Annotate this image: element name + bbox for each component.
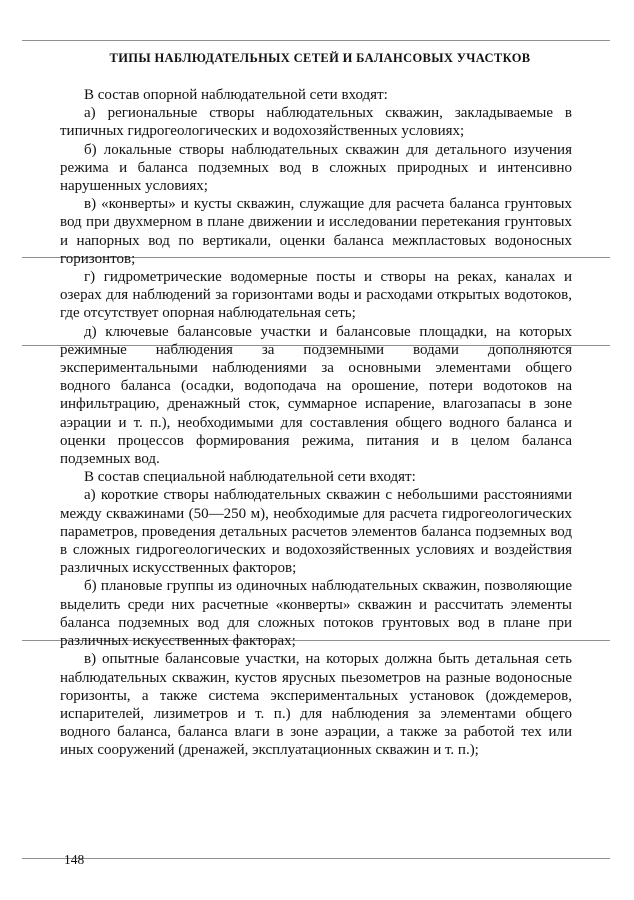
paragraph-intro-basic: В состав опорной наблюдательной сети входят: [84, 87, 388, 103]
page-heading: ТИПЫ НАБЛЮДАТЕЛЬНЫХ СЕТЕЙ И БАЛАНСОВЫХ УЧАСТКОВ [109, 51, 531, 65]
top-rule [22, 40, 610, 41]
paragraph-a-short-lines: а) короткие створы наблюдательных скважин с небольшими расстояниями между скважинами (50—250 м), необходимые для расчета гидрогеологических параметров, проведения детальных расчетов элементов баланса подземных вод в сложных гидрогеологических и водохозяйственных условиях и воздействия различных искусственных факторов; [60, 487, 572, 577]
bottom-rule [22, 858, 610, 859]
paragraph-g-hydrometric: г) гидрометрические водомерные посты и створы на реках, каналах и озерах для наблюдений за горизонтами воды и расходами открытых водотоков, где отсутствует опорная наблюдательная сеть; [60, 269, 572, 322]
paragraph-intro-special: В состав специальной наблюдательной сети входят: [84, 469, 416, 486]
body-text [60, 86, 572, 760]
paragraph-v-experimental: в) опытные балансовые участки, на которых должна быть детальная сеть наблюдательных скважин, кустов ярусных пьезометров на разные водоносные горизонты, а также система экспериментальных установок (дождемеров, испарителей, лизиметров и т. п.) для наблюдения за элементами общего водного баланса, баланса влаги в зоне аэрации, а также за работой тех или иных сооружений (дренажей, эксплуатационных скважин и т. п.); [60, 651, 572, 759]
page-number: 148 [64, 852, 85, 867]
paragraph-a-regional: а) региональные створы наблюдательных скважин, закладываемые в типичных гидрогеологических и водохозяйственных условиях; [60, 105, 572, 140]
paragraph-v-envelopes: в) «конверты» и кусты скважин, служащие для расчета баланса грунтовых вод при двухмерном в плане движении и исследовании перетекания грунтовых и напорных вод по вертикали, оценки баланса межпластовых водоносных горизонтов; [60, 196, 572, 267]
paragraph-b-local: б) локальные створы наблюдательных скважин для детального изучения режима и баланса подземных вод в сложных природных и интенсивно нарушенных условиях; [60, 141, 572, 195]
paragraph-b-plan-groups: б) плановые группы из одиночных наблюдательных скважин, позволяющие выделить среди них расчетные «конверты» скважин и рассчитать элементы баланса подземных вод для сложных потоков грунтовых вод в плане при различных искусственных факторах; [60, 578, 572, 650]
paragraph-d-balance-sites: д) ключевые балансовые участки и балансовые площадки, на которых режимные наблюдения за подземными водами дополняются экспериментальными наблюдениями за основными элементами общего водного баланса (осадки, водоподача на орошение, потери водотоков на инфильтрацию, дренажный сток, суммарное испарение, влагозапасы в зоне аэрации и т. п.), необходимыми для составления общего водного баланса и оценки процессов формирования режима, питания и в целом баланса подземных вод. [60, 323, 572, 468]
